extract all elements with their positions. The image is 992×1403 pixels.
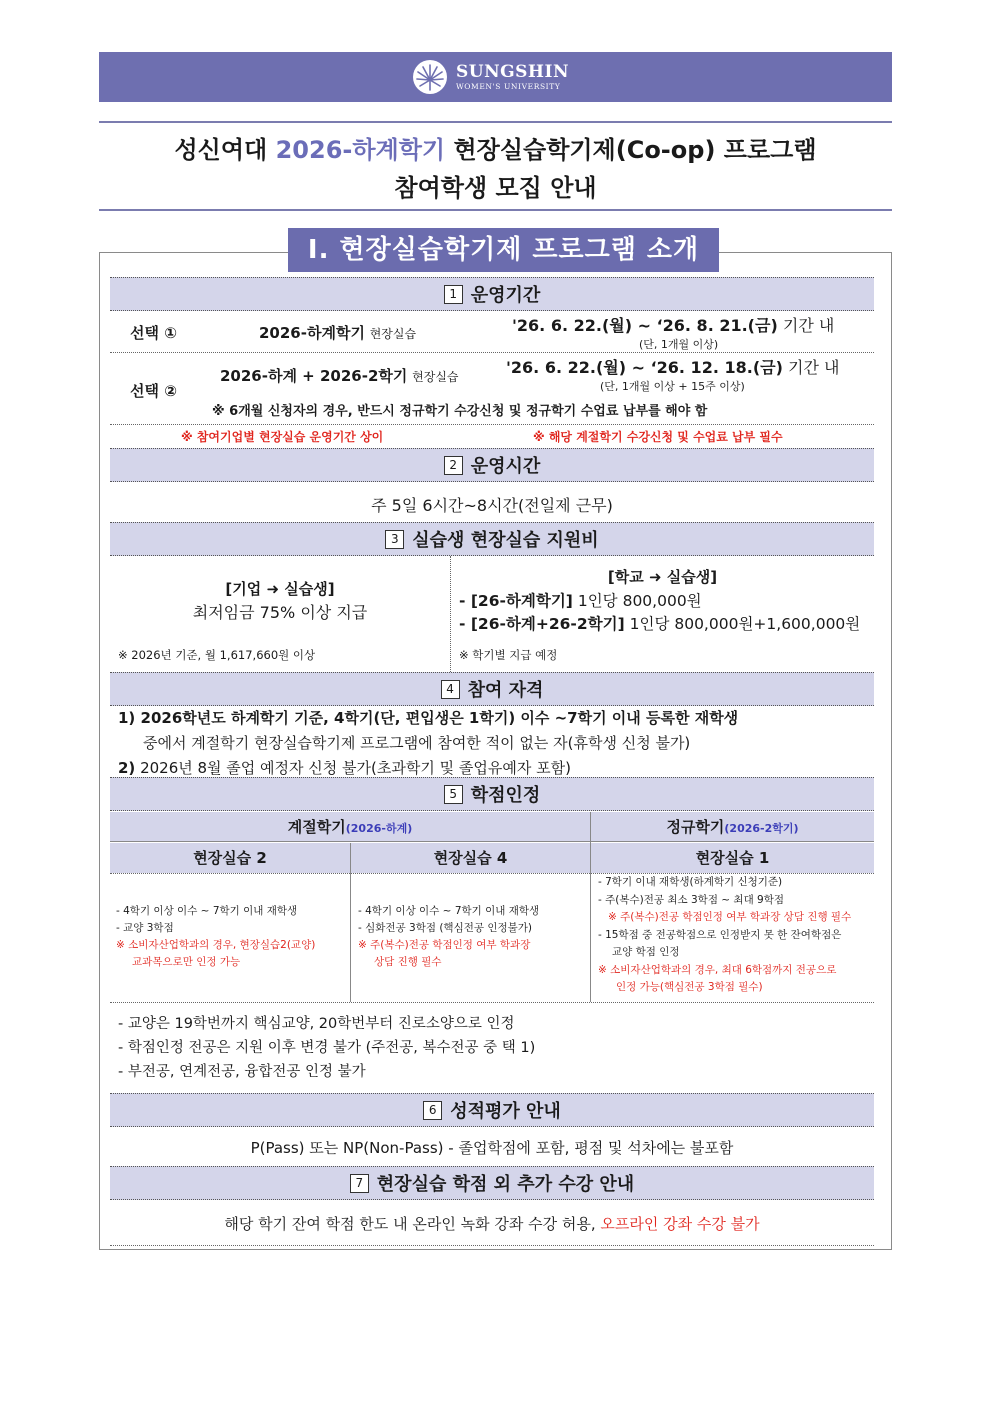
- section4-heading: 참여 자격: [467, 680, 544, 701]
- option1-label: 선택 ①: [130, 324, 177, 342]
- option2-period: '26. 6. 22.(월) ~ ‘26. 12. 18.(금) 기간 내: [506, 358, 840, 377]
- school-support-line1: - [26-하계학기] 1인당 800,000원: [459, 592, 702, 610]
- practicum2-details: - 4학기 이상 이수 ~ 7학기 이내 재학생 - 교양 3학점 ※ 소비자산업학과의 경우, 현장실습2(교양) 교과목으로만 인정 가능: [116, 905, 316, 968]
- title-accent: 2026-하계학기: [275, 136, 446, 164]
- section6-header: [110, 1093, 874, 1127]
- section2-heading: 운영시간: [470, 456, 541, 477]
- section2-header: [110, 448, 874, 482]
- section6-heading: 성적평가 안내: [450, 1101, 561, 1122]
- logo-name: SUNGSHIN: [456, 61, 569, 82]
- seasonal-semester-head: 계절학기(2026-하계): [110, 812, 590, 842]
- course-head-practicum1: 현장실습 1: [591, 843, 874, 873]
- additional-course-info: 해당 학기 잔여 학점 한도 내 온라인 녹화 강좌 수강 허용, 오프라인 강좌 수강 불가: [224, 1215, 760, 1233]
- company-support-head: [기업 ➜ 실습생]: [225, 580, 335, 598]
- divider: [110, 352, 874, 353]
- section4-header: [110, 672, 874, 706]
- option2-note: (단, 1개월 이상 + 15주 이상): [600, 380, 745, 393]
- regular-semester-head: 정규학기(2026-2학기): [591, 812, 874, 842]
- section6-number: 6: [423, 1101, 442, 1120]
- section3-header: [110, 522, 874, 556]
- column-divider: [590, 812, 591, 1002]
- title-rule-bottom: [99, 209, 892, 211]
- section7-heading: 현장실습 학점 외 추가 수강 안내: [376, 1174, 635, 1195]
- section7-number: 7: [350, 1174, 369, 1193]
- title-rule-top: [99, 121, 892, 123]
- eligibility-line1: 1) 2026학년도 하계학기 기준, 4학기(단, 편입생은 1학기) 이수 ~7학기 이내 등록한 재학생: [118, 709, 739, 727]
- section3-number: 3: [385, 530, 404, 549]
- divider: [110, 1245, 874, 1246]
- school-support-head: [학교 ➜ 실습생]: [607, 568, 718, 586]
- company-support-note: ※ 2026년 기준, 월 1,617,660원 이상: [118, 648, 316, 662]
- eligibility-line1-cont: 중에서 계절학기 현장실습학기제 프로그램에 참여한 적이 없는 자(휴학생 신청 불가): [143, 734, 691, 752]
- divider: [110, 1002, 874, 1003]
- page-title-line2: 참여학생 모집 안내: [394, 174, 597, 202]
- title-post: 현장실습학기제(Co-op) 프로그램: [453, 136, 817, 164]
- option2-warning: ※ 6개월 신청자의 경우, 반드시 정규학기 수강신청 및 정규학기 수업료 납부를 해야 함: [212, 404, 708, 419]
- option1-period: '26. 6. 22.(월) ~ ‘26. 8. 21.(금) 기간 내: [512, 316, 835, 335]
- red-note-period: ※ 참여기업별 현장실습 운영기간 상이: [181, 430, 384, 444]
- credit-notes: - 교양은 19학번까지 핵심교양, 20학번부터 진로소양으로 인정 - 학점인정 전공은 지원 이후 변경 불가 (주전공, 복수전공 중 택 1) - 부전공, 연계전공, 융합전공 인정 불가: [118, 1016, 536, 1080]
- section1-heading: 운영기간: [470, 285, 541, 306]
- section5-heading: 학점인정: [470, 785, 541, 806]
- practicum1-details: - 7학기 이내 재학생(하계학기 신청기준) - 주(복수)전공 최소 3학점 ~ 최대 9학점 ※ 주(복수)전공 학점인정 여부 학과장 상담 진행 필수 - 15학점 중 전공학점으로 인정받지 못 한 잔여학점은 교양 학점 인정 ※ 소비자산업학과의 경우, 최대 6학점까지 전공으로 인정 가능(핵심전공 3학점 필수): [598, 876, 852, 993]
- sungshin-emblem-icon: [412, 59, 448, 95]
- section3-heading: 실습생 현장실습 지원비: [412, 530, 599, 551]
- section1-number: 1: [444, 285, 463, 304]
- school-support-line2: - [26-하계+26-2학기] 1인당 800,000원+1,600,000원: [459, 615, 861, 633]
- section5-number: 5: [444, 785, 463, 804]
- option1-note: (단, 1개월 이상): [639, 338, 719, 351]
- section4-number: 4: [441, 680, 460, 699]
- page-title: [99, 130, 892, 165]
- school-support-note: ※ 학기별 지급 예정: [459, 648, 558, 662]
- divider: [110, 424, 874, 425]
- university-banner: [99, 52, 892, 102]
- option2-label: 선택 ②: [130, 382, 177, 400]
- section7-header: [110, 1166, 874, 1200]
- logo-subtitle: WOMEN'S UNIVERSITY: [456, 81, 561, 91]
- course-head-practicum4: 현장실습 4: [351, 843, 590, 873]
- section2-number: 2: [444, 456, 463, 475]
- option1-name: 2026-하계학기 현장실습: [259, 324, 417, 342]
- title-pre: 성신여대: [174, 136, 268, 164]
- operating-hours: 주 5일 6시간~8시간(전일제 근무): [371, 496, 613, 515]
- company-support-body: 최저임금 75% 이상 지급: [192, 603, 368, 622]
- section5-header: [110, 777, 874, 811]
- section-title: I. 현장실습학기제 프로그램 소개: [288, 228, 719, 272]
- eligibility-line2: 2) 2026년 8월 졸업 예정자 신청 불가(초과학기 및 졸업유예자 포함): [118, 759, 571, 777]
- practicum4-details: - 4학기 이상 이수 ~ 7학기 이내 재학생 - 심화전공 3학점 (핵심전공 인정불가) ※ 주(복수)전공 학점인정 여부 학과장 상담 진행 필수: [358, 905, 540, 968]
- red-note-tuition: ※ 해당 계절학기 수강신청 및 수업료 납부 필수: [533, 430, 783, 444]
- grading-info: P(Pass) 또는 NP(Non-Pass) - 졸업학점에 포함, 평점 및 석차에는 불포함: [250, 1139, 734, 1157]
- column-divider: [350, 843, 351, 1002]
- university-logo: [412, 57, 569, 97]
- course-head-practicum2: 현장실습 2: [110, 843, 350, 873]
- option2-name: 2026-하계 + 2026-2학기 현장실습: [220, 367, 459, 385]
- section1-header: [110, 277, 874, 311]
